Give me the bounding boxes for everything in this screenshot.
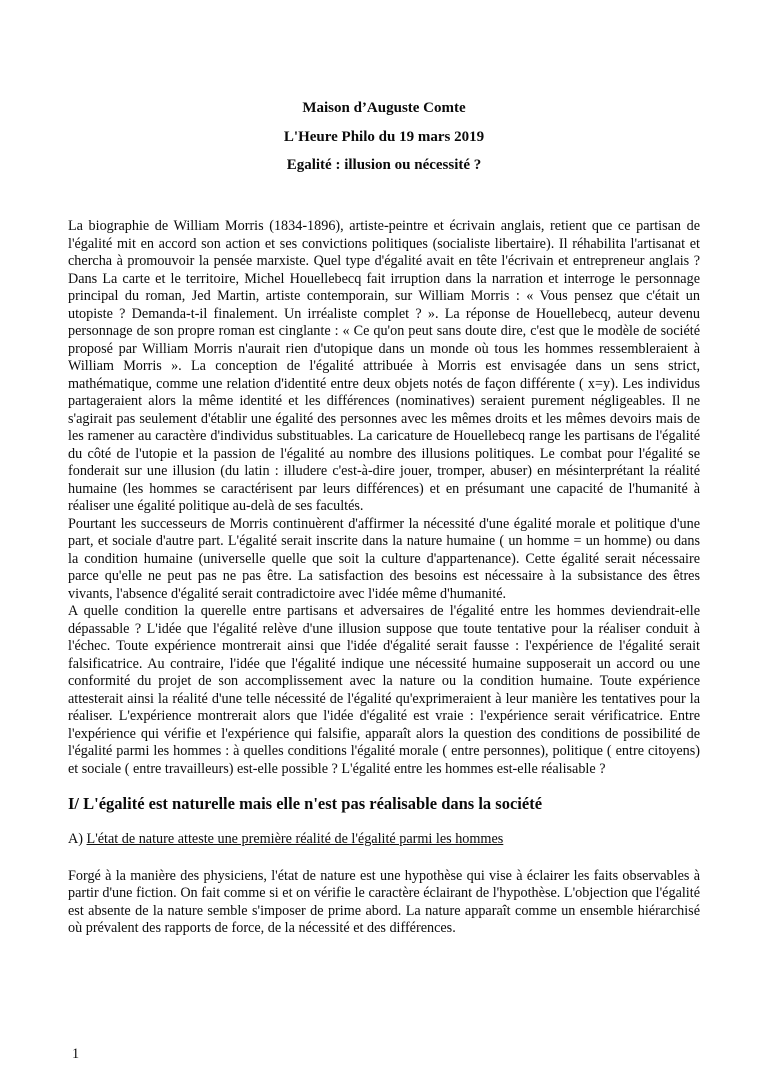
title-line-event: L'Heure Philo du 19 mars 2019 — [283, 128, 485, 145]
subsection-heading-1a — [68, 831, 700, 849]
document-header — [68, 100, 700, 174]
paragraph-morris-successors: Pourtant les successeurs de Morris continuèrent d'affirmer la nécessité d'une égalité morale et politique d'une part, et sociale d'autre part. L'égalité serait inscrite dans la nature humaine ( un homme = un homme) ou dans la condition humaine (universelle quelle que soit la culture d'appartenance). Cette égalité serait nécessaire parce qu'elle ne peut pas ne pas être. La satisfaction des besoins est nécessaire à la subsistance des êtres vivants, l'absence d'égalité serait contradictoire avec l'idée même d'humanité. — [68, 515, 700, 602]
subsection-label: A) — [68, 831, 87, 847]
title-line-org: Maison d’Auguste Comte — [302, 100, 466, 116]
page-footer — [68, 1046, 700, 1064]
document-body — [68, 218, 700, 938]
paragraph-etat-de-nature: Forgé à la manière des physiciens, l'état de nature est une hypothèse qui vise à éclairer les faits observables à partir d'une fiction. On fait comme si et on vérifie le caractère éclairant de l'hypothèse. L'objection que l'égalité est absente de la nature semble s'imposer de prime abord. La nature apparaît comme un ensemble hiérarchisé où prévalent des rapports de force, de la nécessité et des différences. — [68, 867, 700, 936]
subsection-title: L'état de nature atteste une première réalité de l'égalité parmi les hommes — [86, 831, 504, 847]
paragraph-querelle-condition: A quelle condition la querelle entre partisans et adversaires de l'égalité entre les hommes deviendrait-elle dépassable ? L'idée que l'égalité relève d'une illusion suppose que toute tentative pour la réaliser conduit à l'échec. Toute expérience montrerait ainsi que l'idée d'égalité serait fausse : l'expérience de l'égalité serait falsificatrice. Au contraire, l'idée que l'égalité indique une nécessité humaine supposerait un accord ou une conformité du projet de son accomplissement avec la nature ou la condition humaine. Toute expérience attesterait ainsi la réalité d'une telle nécessité de l'égalité qu'exprimeraient à leur manière les tentatives pour la réaliser. L'expérience montrerait alors que l'idée d'égalité est vraie : l'expérience serait vérificatrice. Entre l'expérience qui vérifie et l'expérience qui falsifie, apparaît alors la question des conditions de possibilité de l'égalité parmi les hommes : à quelles conditions l'égalité morale ( entre personnes), politique ( entre citoyens) et sociale ( entre travailleurs) est-elle possible ? L'égalité entre les hommes est-elle réalisable ? — [68, 603, 700, 777]
paragraph-intro-morris: La biographie de William Morris (1834-1896), artiste-peintre et écrivain anglais, retient que ce partisan de l'égalité mit en accord son action et ses convictions politiques (socialiste libertaire). Il réhabilita l'artisanat et chercha à promouvoir la pensée marxiste. Quel type d'égalité avait en tête l'écrivain et entrepreneur anglais ? Dans La carte et le territoire, Michel Houellebecq fait irruption dans la narration et interroge le personnage principal du roman, Jed Martin, artiste contemporain, sur William Morris : « Vous pensez que c'était un utopiste ? Demanda-t-il finalement. Un irréaliste complet ? ». La réponse de Houellebecq, auteur devenu personnage de son propre roman est cinglante : « Ce qu'on peut sans doute dire, c'est que le modèle de société proposé par William Morris n'aurait rien d'utopique dans un monde où tous les hommes ressembleraient à William Morris ». La conception de l'égalité attribuée à Morris est envisagée dans un sens strict, mathématique, comme une relation d'identité entre deux objets notés de façon différente ( x=y). Les individus partageraient alors la même identité et les différences (nominatives) seraient purement négligeables. Il ne s'agirait pas seulement d'établir une égalité des personnes avec les mêmes droits et les mêmes devoirs mais de les ramener au caractère d'individus substituables. La caricature de Houellebecq range les partisans de l'égalité du côté de l'utopie et la passion de l'égalité au nombre des illusions politiques. Le combat pour l'égalité se fonderait sur une illusion (du latin : illudere c'est-à-dire jouer, tromper, abuser) en mésinterprétant la réalité humaine (les hommes se caractérisent par leurs différences) et en présumant une capacité de l'humanité à réaliser une égalité politique au-delà de ses facultés. — [68, 218, 700, 514]
section-heading-1: I/ L'égalité est naturelle mais elle n'est pas réalisable dans la société — [68, 794, 543, 813]
page-number: 1 — [72, 1045, 80, 1062]
title-line-topic: Egalité : illusion ou nécessité ? — [286, 157, 482, 173]
